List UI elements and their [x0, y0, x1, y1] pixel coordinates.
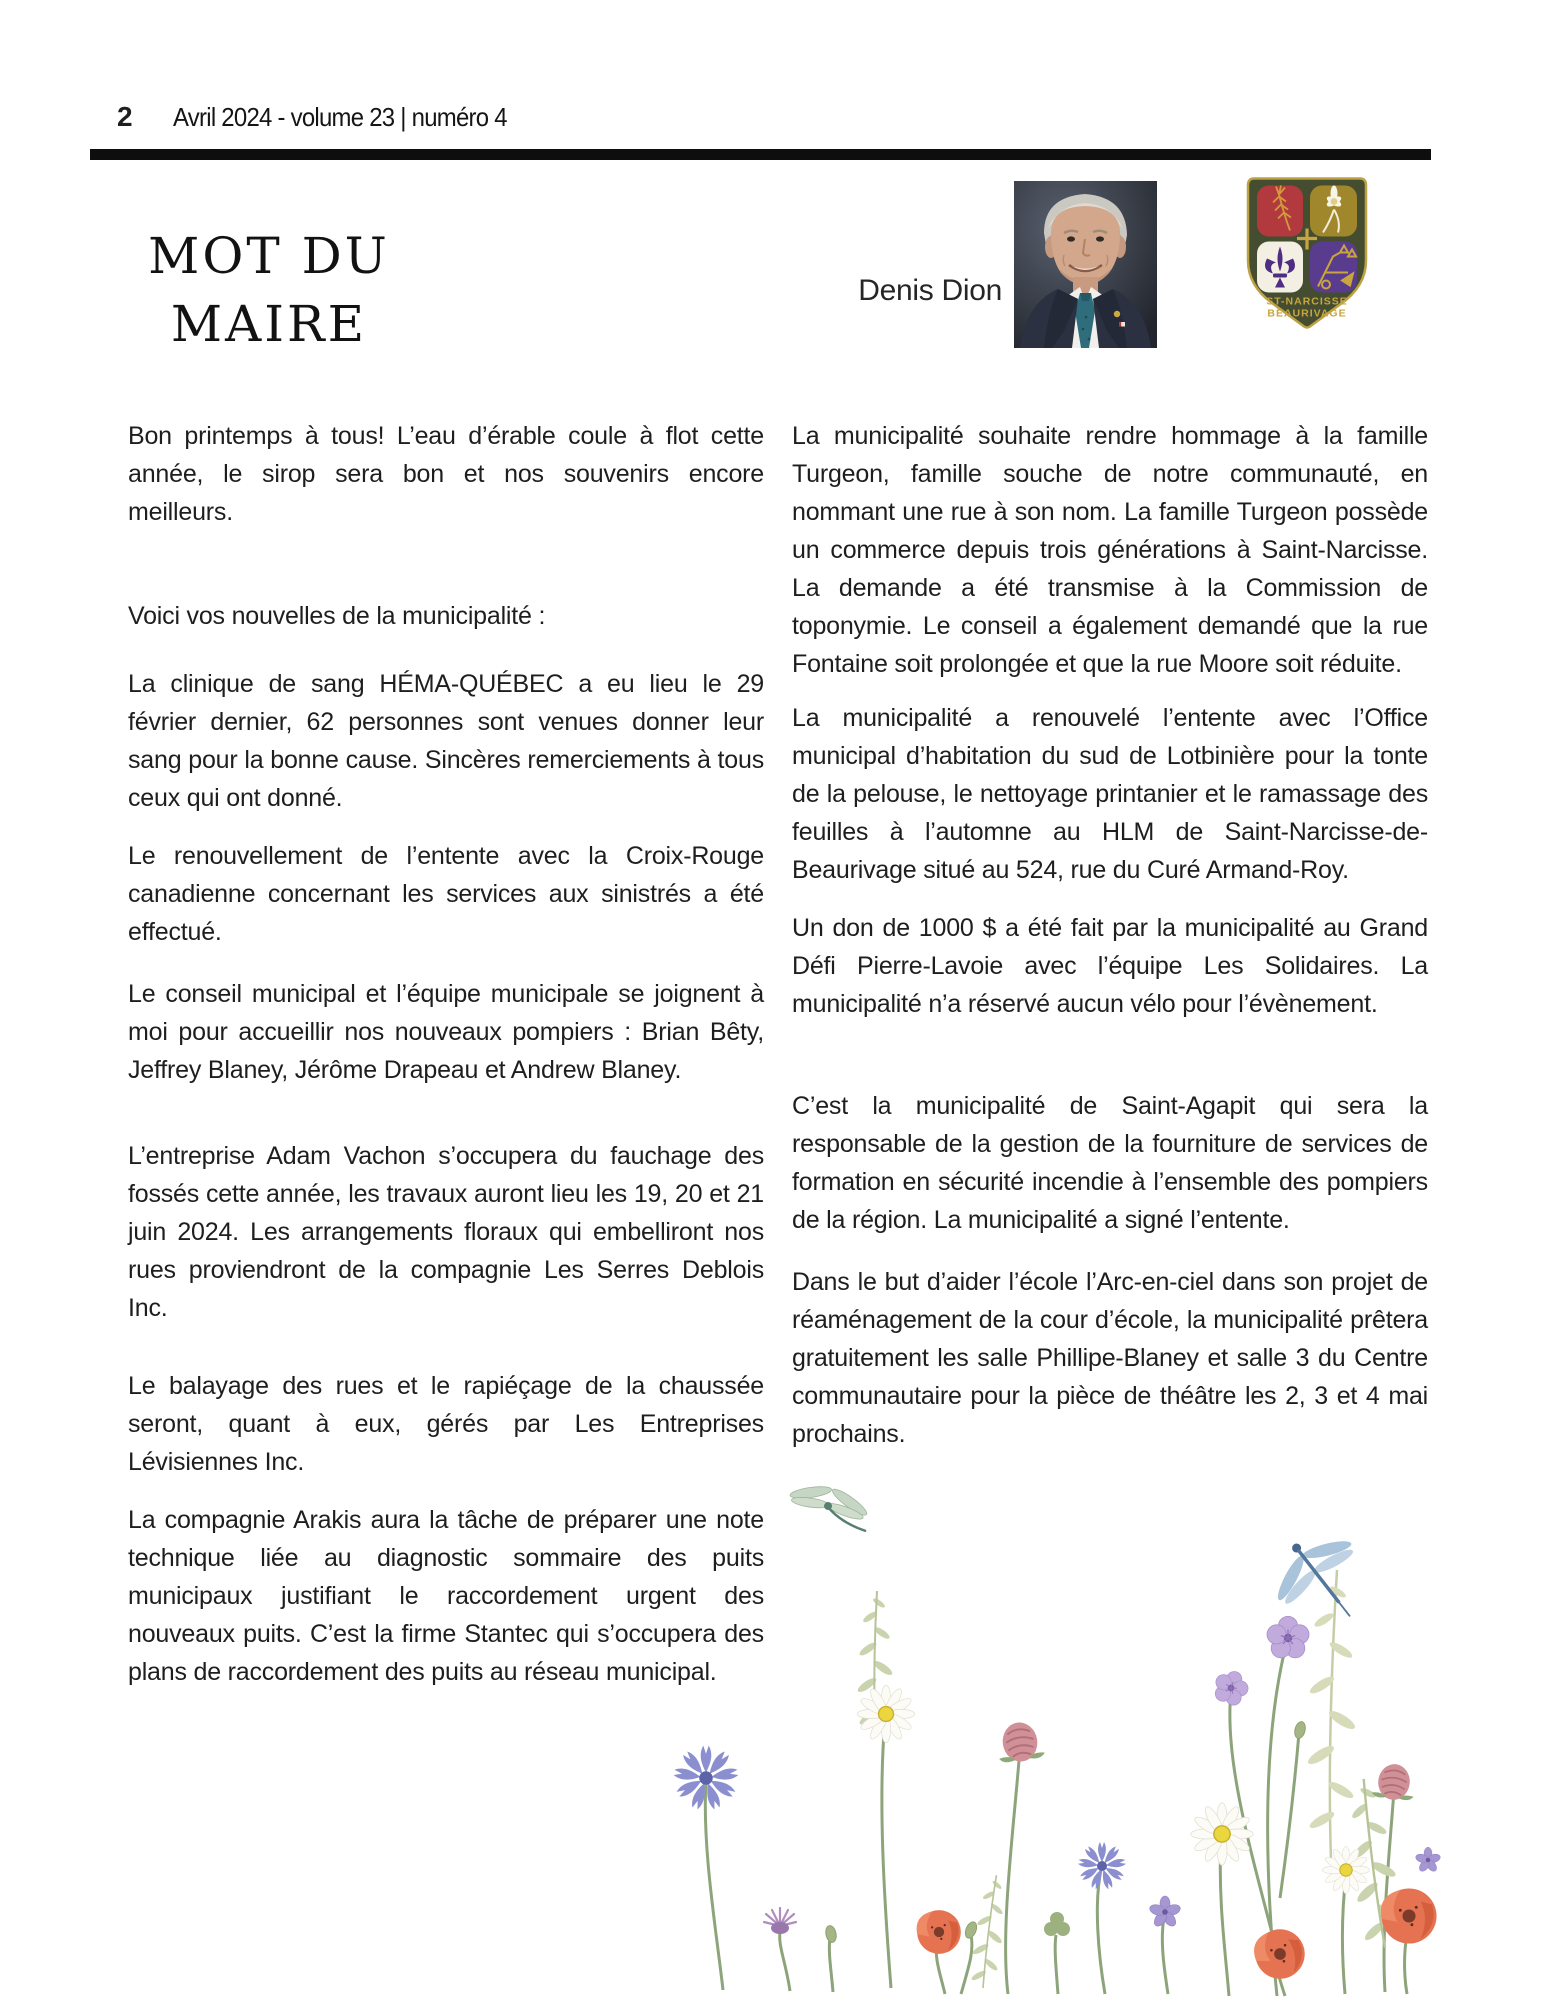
- paragraph: Bon printemps à tous! L’eau d’érable coule à flot cette année, le sirop sera bon et nos souvenirs encore meilleurs.: [128, 422, 764, 526]
- wildflowers-illustration: [628, 1428, 1448, 2000]
- paragraph: La compagnie Arakis aura la tâche de préparer une note technique liée au diagnostic sommaire des puits municipaux justifiant le raccordement urgent des nouveaux puits. C’est la firme Stantec qui s’occupera des plans de raccordement des puits au réseau municipal.: [128, 1506, 764, 1686]
- issue-line: Avril 2024 - volume 23 | numéro 4: [173, 102, 507, 132]
- header-divider-rule: [90, 149, 1431, 160]
- paragraph: L’entreprise Adam Vachon s’occupera du fauchage des fossés cette année, les travaux auront lieu les 19, 20 et 21 juin 2024. Les arrangements floraux qui embelliront nos rues proviendront de la compagnie Les Serres Deblois Inc.: [128, 1142, 764, 1322]
- page-title-line2: MAIRE: [170, 295, 368, 353]
- right-column: [792, 417, 1428, 1491]
- paragraph: Dans le but d’aider l’école l’Arc-en-ciel dans son projet de réaménagement de la cour d’école, la municipalité prêtera gratuitement les salle Phillipe-Blaney et salle 3 du Centre communautaire pour la pièce de théâtre les 2, 3 et 4 mai prochains.: [792, 1268, 1428, 1448]
- paragraph: La clinique de sang HÉMA-QUÉBEC a eu lieu le 29 février dernier, 62 personnes sont venues donner leur sang pour la bonne cause. Sincères remerciements à tous ceux qui ont donné.: [128, 670, 764, 812]
- paragraph: C’est la municipalité de Saint-Agapit qui sera la responsable de la gestion de la fourniture de services de formation en sécurité incendie à l’ensemble des pompiers de la région. La municipalité a signé l’entente.: [792, 1092, 1428, 1234]
- clover-leaves: [1044, 1912, 1070, 1936]
- dragonfly-icon: [784, 1475, 874, 1531]
- mayor-name-label: Denis Dion: [858, 274, 1002, 307]
- paragraph: Le conseil municipal et l’équipe municipale se joignent à moi pour accueillir nos nouveaux pompiers : Brian Bêty, Jeffrey Blaney, Jérôme Drapeau et Andrew Blaney.: [128, 980, 764, 1084]
- paragraph: La municipalité a renouvelé l’entente avec l’Office municipal d’habitation du sud de Lotbinière pour la tonte de la pelouse, le nettoyage printanier et le ramassage des feuilles à l’automne au HLM de Saint-Narcisse-de-Beaurivage situé au 524, rue du Curé Armand-Roy.: [792, 704, 1428, 884]
- page-number: 2: [117, 101, 133, 132]
- paragraph: Le balayage des rues et le rapiéçage de la chaussée seront, quant à eux, gérés par Les Entreprises Lévisiennes Inc.: [128, 1372, 764, 1476]
- page-title: [148, 222, 390, 358]
- page-title-line1: MOT DU: [148, 227, 390, 285]
- paragraph: Un don de 1000 $ a été fait par la municipalité au Grand Défi Pierre-Lavoie avec l’équipe Les Solidaires. La municipalité n’a réservé aucun vélo pour l’évènement.: [792, 914, 1428, 1018]
- paragraph: La municipalité souhaite rendre hommage à la famille Turgeon, famille souche de notre communauté, en nommant une rue à son nom. La famille Turgeon possède un commerce depuis trois générations à Saint-Narcisse. La demande a été transmise à la Commission de toponymie. Le conseil a également demandé que la rue Fontaine soit prolongée et que la rue Moore soit réduite.: [792, 422, 1428, 678]
- paragraph: Le renouvellement de l’entente avec la Croix-Rouge canadienne concernant les services aux sinistrés a été effectué.: [128, 842, 764, 946]
- municipal-crest: [1246, 176, 1368, 337]
- paragraph: Voici vos nouvelles de la municipalité :: [128, 602, 546, 630]
- crest-motto-line1: ST-NARCISSE: [1266, 295, 1348, 308]
- crest-motto-line2: BEAURIVAGE: [1267, 307, 1347, 320]
- mayor-photo: [1014, 181, 1157, 348]
- flower-stems: [705, 1645, 1409, 1996]
